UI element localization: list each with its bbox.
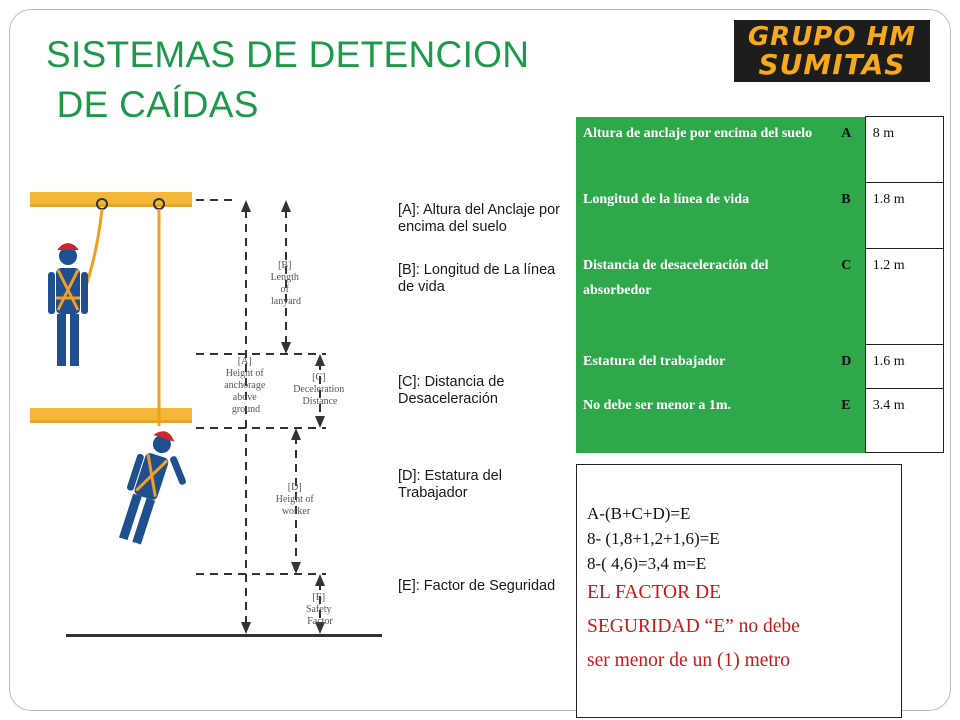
standing-worker [48,243,88,366]
table-row [576,183,944,249]
row-letter: D [837,345,865,389]
legend-a: [A]: Altura del Anclaje por encima del suelo [398,202,561,235]
english-label-b: [B] Length of lanyard [270,260,301,307]
row-letter: A [837,117,865,183]
fall-arrest-diagram [30,186,390,646]
english-label-d: [D] Height of worker [275,482,314,517]
row-description: Longitud de la línea de vida [576,183,837,249]
logo-line-2: SUMITAS [758,48,906,81]
table-row [576,345,944,389]
title-line-1: SISTEMAS DE DETENCION [46,34,530,75]
row-description: Estatura del trabajador [576,345,837,389]
english-label-e: [E] Safety Factor [305,592,333,627]
english-label-c: [C] Deceleration Distance [293,372,345,407]
row-letter: E [837,389,865,453]
row-value: 1.6 m [865,345,943,389]
legend-e: [E]: Factor de Seguridad [398,578,556,594]
formula-box [576,464,902,718]
table-row [576,249,944,345]
row-value: 1.2 m [865,249,943,345]
fall-distance-table [576,116,944,453]
legend-d: [D]: Estatura del Trabajador [398,468,502,501]
title-line-2: DE CAÍDAS [46,84,259,125]
safety-factor-note [587,576,901,678]
lower-platform-beam [30,408,192,420]
note-line-3: ser menor de un (1) metro [587,650,791,671]
ground-line [66,634,382,637]
note-line-1: EL FACTOR DE [587,582,721,603]
table-row [576,117,944,183]
row-letter: B [837,183,865,249]
formula-line-3: 8-( 4,6)=3,4 m=E [587,554,707,573]
company-logo [734,20,930,82]
falling-worker [111,426,200,553]
row-description: Altura de anclaje por encima del suelo [576,117,837,183]
legend-c: [C]: Distancia de Desaceleración [398,374,505,407]
logo-line-1: GRUPO HM [747,22,917,52]
row-value: 1.8 m [865,183,943,249]
row-letter: C [837,249,865,345]
note-line-2: SEGURIDAD “E” no debe [587,616,800,637]
table-row [576,389,944,453]
row-value: 8 m [865,117,943,183]
formula-line-1: A-(B+C+D)=E [587,504,691,523]
legend-b: [B]: Longitud de La línea de vida [398,262,556,295]
upper-anchor-beam [30,192,192,204]
page-title [46,30,529,130]
formula-line-2: 8- (1,8+1,2+1,6)=E [587,529,720,548]
row-value: 3.4 m [865,389,943,453]
row-description: Distancia de desaceleración del absorbedor [576,249,837,345]
english-label-a: [A] Height of anchorage above ground [224,356,266,415]
row-description: No debe ser menor a 1m. [576,389,837,453]
